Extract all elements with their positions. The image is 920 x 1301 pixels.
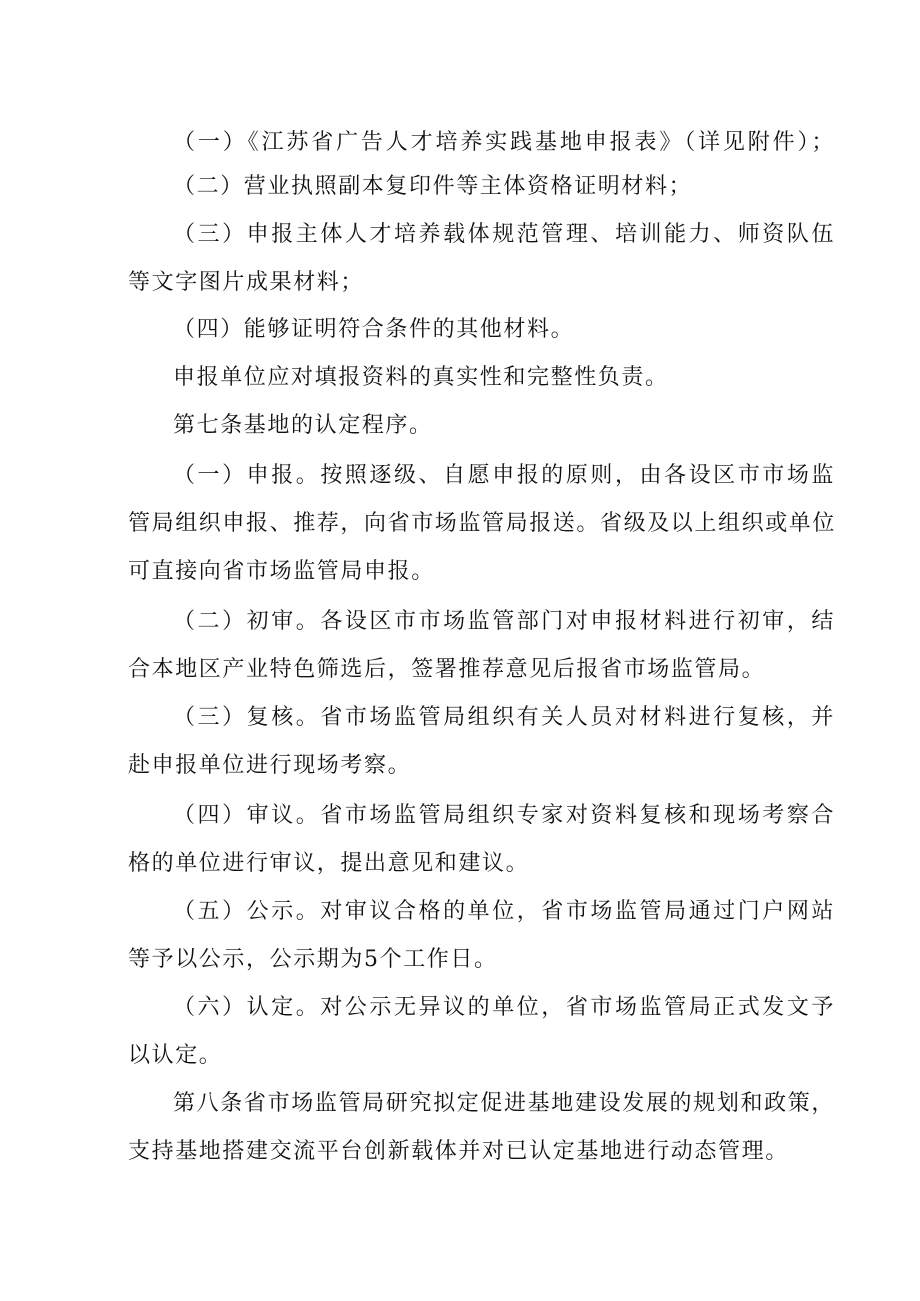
text-line: 申报单位应对填报资料的真实性和完整性负责。	[173, 365, 669, 390]
text-line: 可直接向省市场监管局申报。	[128, 559, 435, 584]
text-line: （一）《江苏省广告人才培养实践基地申报表》（详见附件）；	[173, 130, 835, 155]
text-line: 支持基地搭建交流平台创新载体并对已认定基地进行动态管理。	[128, 1139, 789, 1164]
text-line: （二）营业执照副本复印件等主体资格证明材料；	[173, 174, 693, 199]
text-line: （三）申报主体人才培养载体规范管理、培训能力、师资队伍	[173, 222, 835, 247]
section-heading: 第七条基地的认定程序。	[173, 413, 433, 438]
text-line: 以认定。	[128, 1043, 223, 1068]
text-line: （五）公示。对审议合格的单位，省市场监管局通过门户网站	[173, 899, 835, 924]
text-line: （六）认定。对公示无异议的单位，省市场监管局正式发文予	[173, 995, 835, 1020]
text-line: 合本地区产业特色筛选后，签署推荐意见后报省市场监管局。	[128, 657, 766, 682]
text-line: 赴申报单位进行现场考察。	[128, 753, 412, 778]
text-line: 等文字图片成果材料；	[128, 270, 365, 295]
text-line: （四）审议。省市场监管局组织专家对资料复核和现场考察合	[173, 803, 835, 828]
text-line: （一）申报。按照逐级、自愿申报的原则，由各设区市市场监	[173, 463, 835, 488]
text-line: （二）初审。各设区市市场监管部门对申报材料进行初审，结	[173, 609, 835, 634]
text-line: 格的单位进行审议，提出意见和建议。	[128, 851, 530, 876]
text-line: 管局组织申报、推荐，向省市场监管局报送。省级及以上组织或单位	[128, 511, 837, 536]
text-line: 等予以公示，公示期为5个工作日。	[128, 947, 498, 972]
text-line: （三）复核。省市场监管局组织有关人员对材料进行复核，并	[173, 705, 835, 730]
text-line: 第八条省市场监管局研究拟定促进基地建设发展的规划和政策，	[173, 1091, 835, 1116]
text-line: （四）能够证明符合条件的其他材料。	[173, 317, 575, 342]
